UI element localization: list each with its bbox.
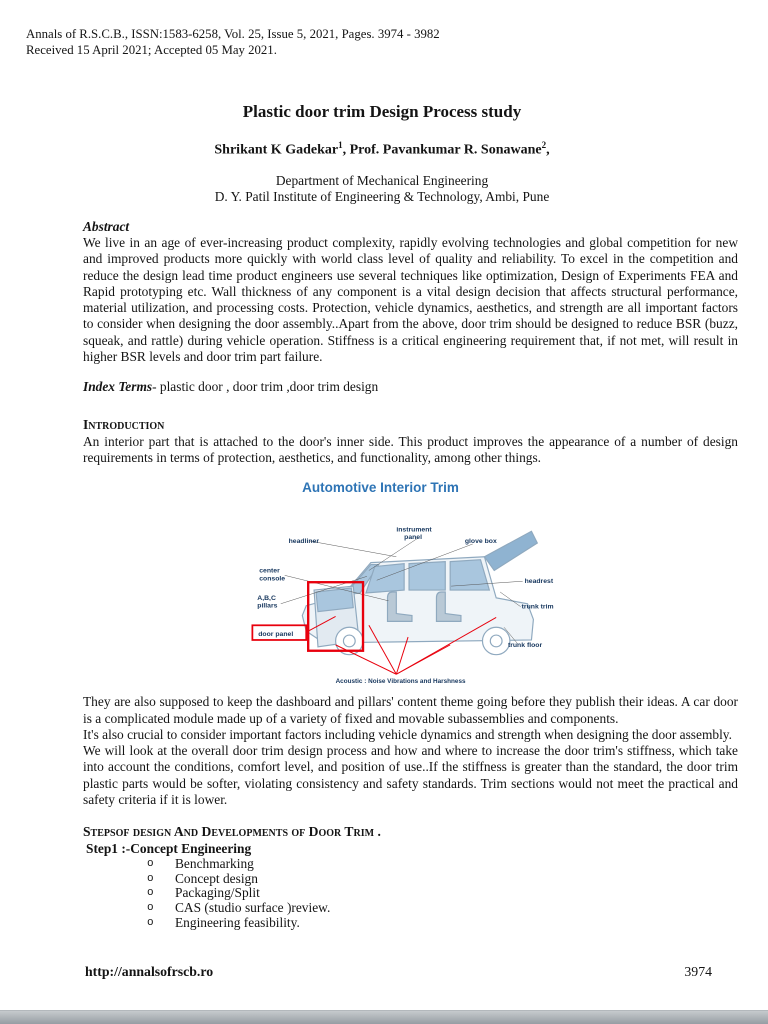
step1-bullet-list xyxy=(83,857,738,931)
author-2: Prof. Pavankumar R. Sonawane xyxy=(349,142,542,158)
car-diagram xyxy=(246,498,576,686)
figure-label-headrest: headrest xyxy=(524,578,553,586)
list-item xyxy=(147,916,738,931)
author-1: Shrikant K Gadekar xyxy=(214,142,339,158)
list-item-label: Packaging/Split xyxy=(175,885,260,901)
list-item xyxy=(147,872,738,887)
body-paragraph-2: It's also crucial to consider important factors including vehicle dynamics and strength when designing the door assembly. xyxy=(83,726,732,742)
author-1-superscript: 1 xyxy=(338,140,343,150)
figure-label-trunk-floor: trunk floor xyxy=(507,642,542,650)
author-2-superscript: 2 xyxy=(541,140,547,150)
figure-label-instrument-panel-line1: instrument xyxy=(395,526,432,534)
page-footer xyxy=(85,964,712,980)
affiliation-department: Department of Mechanical Engineering xyxy=(275,172,489,188)
figure-label-abc-pillars-line1: A,B,C xyxy=(256,595,276,603)
index-terms xyxy=(83,379,738,395)
list-item-label: Engineering feasibility. xyxy=(175,915,300,931)
list-item-label: Concept design xyxy=(175,870,258,886)
bullet-icon: o xyxy=(147,872,154,885)
authors-trailing-comma: , xyxy=(546,142,550,158)
affiliation xyxy=(26,173,738,205)
car-body-outline xyxy=(302,532,537,655)
list-item-label: CAS (studio surface )review. xyxy=(175,900,331,916)
body-paragraph-1: They are also supposed to keep the dashboard and pillars' content theme going before they publish their ideas. A car door is a complicated module made up of a variety of fixed and movable subassemblies and components. xyxy=(83,694,738,726)
figure-label-trunk-trim: trunk trim xyxy=(521,603,554,611)
steps-section-heading: Stepsof design And Developments of Door Trim . xyxy=(83,824,381,840)
figure-label-acoustic: Acoustic : Noise Vibrations and Harshness xyxy=(335,678,466,686)
figure-label-door-panel: door panel xyxy=(257,631,293,639)
step1-heading: Step1 :-Concept Engineering xyxy=(86,840,252,856)
abstract-text: We live in an age of ever-increasing product complexity, rapidly evolving technologies and global competition for new and improved products more quickly with world class level of quality and reliability. To excel in the competition and reduce the design lead time product engineers use several techniques like optimization, Design of Experiments FEA and Rapid prototyping etc. Wall thickness of any component is a vital design decision that affects structural performance, material utilization, and processing costs. Protection, vehicle dynamics, aesthetics, and strength are all important factors to consider when designing the door assembly..Apart from the above, door trim should be designed to reduce BSR (buzz, squeak, and rattle) during vehicle operation. Stiffness is a critical engineering requirement that, if not met, will result in higher BSR levels and door trim part failure. xyxy=(83,234,738,365)
figure-label-center-console-line1: center xyxy=(258,567,280,575)
body-paragraph-3: We will look at the overall door trim design process and how and where to increase the door trim's stiffness, which take into account the conditions, comfort level, and position of use..If the stiffness is greater than the standard, the door trim plastic parts would be softer, violating consistency and safety standards. Trim sections would not meet the practical and safety criteria if it is lower. xyxy=(83,743,738,807)
journal-header-line2: Received 15 April 2021; Accepted 05 May 2021. xyxy=(26,43,277,57)
journal-header-line1: Annals of R.S.C.B., ISSN:1583-6258, Vol. 25, Issue 5, 2021, Pages. 3974 - 3982 xyxy=(26,27,440,41)
journal-header xyxy=(26,26,738,58)
journal-url-link[interactable]: http://annalsofrscb.ro xyxy=(85,964,214,979)
author-separator: , xyxy=(342,142,350,158)
bullet-icon: o xyxy=(147,857,154,870)
page-number: 3974 xyxy=(684,964,712,979)
figure-label-instrument-panel-line2: panel xyxy=(403,534,422,542)
list-item-label: Benchmarking xyxy=(175,855,254,871)
figure-label-center-console-line2: console xyxy=(258,575,285,583)
authors-line xyxy=(26,140,738,159)
list-item xyxy=(147,901,738,916)
introduction-text: An interior part that is attached to the door's inner side. This product improves the appearance of a number of design requirements in terms of protection, aesthetics, and functionality, among other things. xyxy=(83,433,738,465)
index-terms-text: - plastic door , door trim ,door trim design xyxy=(152,379,379,395)
list-item xyxy=(147,857,738,872)
bullet-icon: o xyxy=(147,887,154,900)
abstract-heading: Abstract xyxy=(83,218,130,234)
introduction-heading: Introduction xyxy=(83,417,165,433)
bullet-icon: o xyxy=(147,917,154,930)
automotive-interior-trim-figure xyxy=(246,480,576,686)
figure-label-abc-pillars-line2: pillars xyxy=(256,602,277,610)
figure-label-headliner: headliner xyxy=(288,538,319,546)
paper-title: Plastic door trim Design Process study xyxy=(242,102,522,121)
figure-title: Automotive Interior Trim xyxy=(302,480,459,496)
figure-label-glove-box: glove box xyxy=(464,538,497,546)
bullet-icon: o xyxy=(147,902,154,915)
list-item xyxy=(147,886,738,901)
index-terms-label: Index Terms xyxy=(83,379,153,395)
affiliation-institute: D. Y. Patil Institute of Engineering & Technology, Ambi, Pune xyxy=(214,188,550,204)
pdf-page-edge xyxy=(0,1010,768,1024)
